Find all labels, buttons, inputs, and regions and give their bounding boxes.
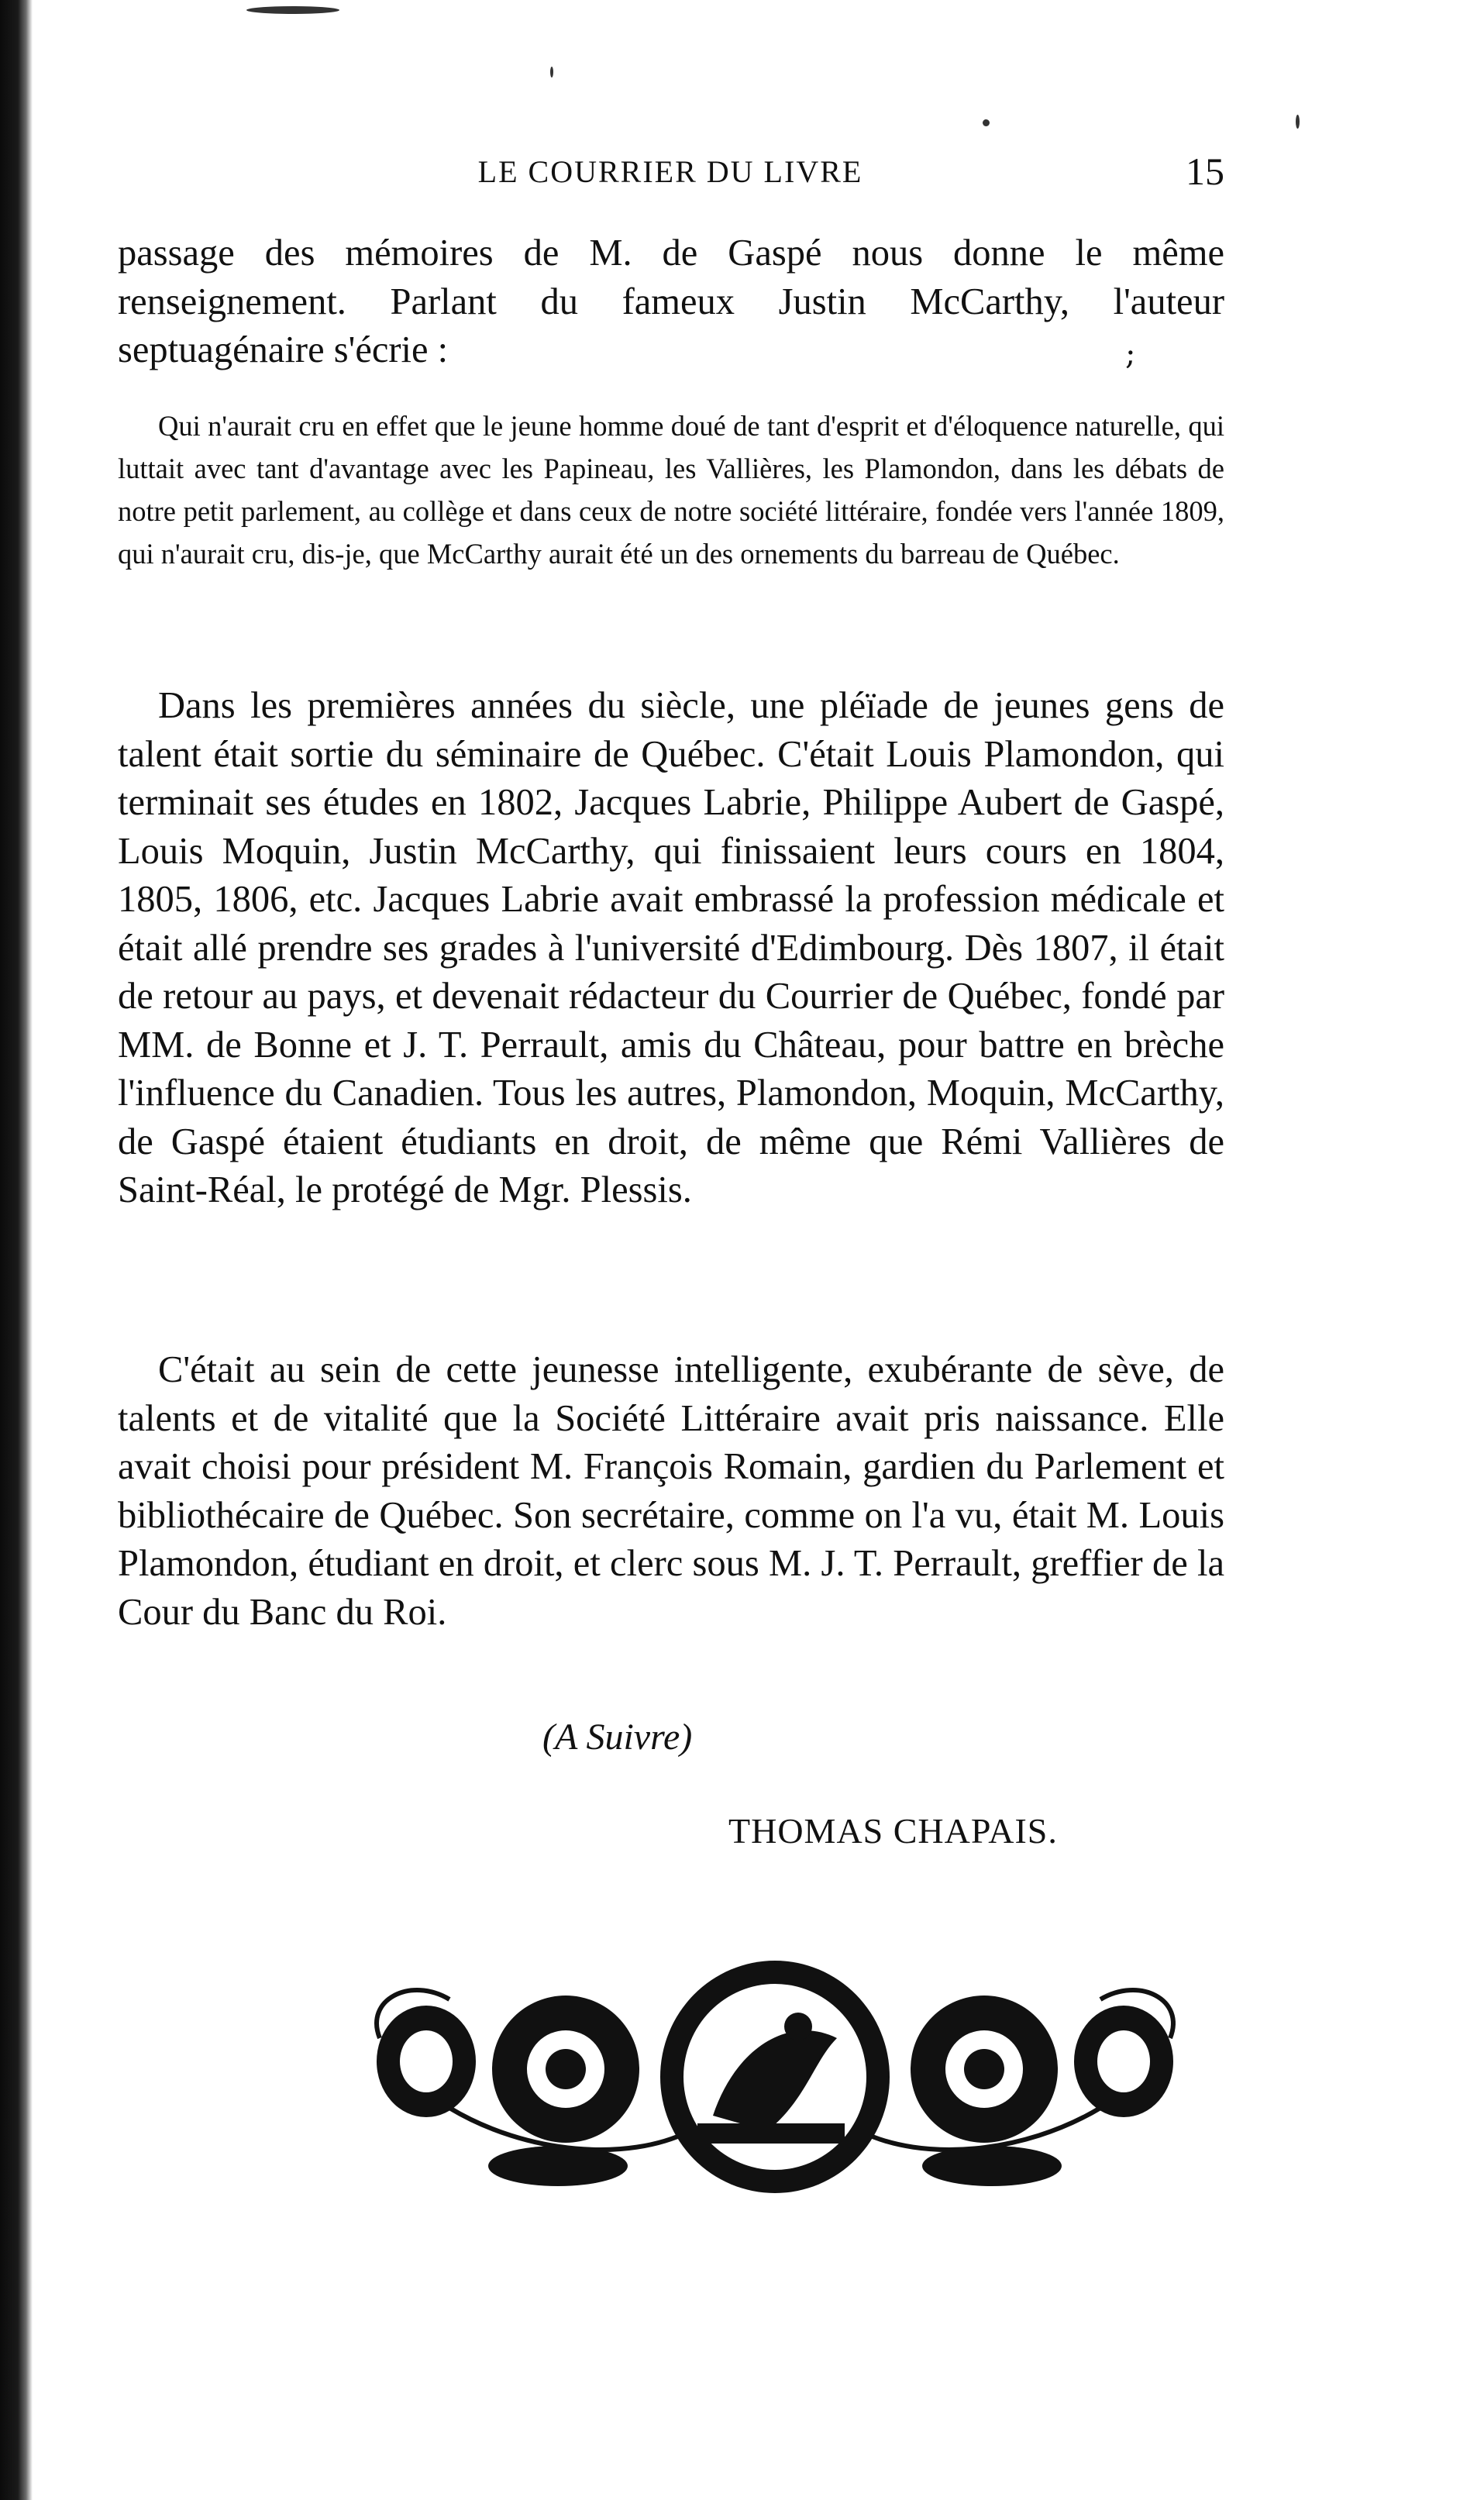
ink-mark: ; [1125,336,1136,372]
paragraph-2 [118,682,1224,1215]
ink-speck [1296,115,1300,129]
paragraph-3 [118,1346,1224,1637]
ink-speck [983,119,990,126]
binding-edge [0,0,33,2500]
block-quote [118,405,1224,575]
running-title: LE COURRIER DU LIVRE [477,154,863,189]
intro-paragraph [118,229,1224,375]
paragraph-3-text: C'était au sein de cette jeunesse intelligente, exubérante de sève, de talents et de vitalité que la Société Littéraire avait pris naissance. Elle avait choisi pour président M. François Romain, gardien du Parlement et bibliothécaire de Québec. Son secrétaire, comme on l'a vu, était M. Louis Plamondon, étudiant en droit, et clerc sous M. J. T. Perrault, greffier de la Cour du Banc du Roi. [118,1349,1224,1633]
floral-ornament [333,1953,1217,2201]
page-number: 15 [1186,150,1224,193]
running-head [116,149,1224,203]
paragraph-2-text: Dans les premières années du siècle, une pléïade de jeunes gens de talent était sortie du séminaire de Québec. C'était Louis Plamondon, qui terminait ses études en 1802, Jacques Labrie, Philippe Aubert de Gaspé, Louis Moquin, Justin McCarthy, qui finissaient leurs cours en 1804, 1805, 1806, etc. Jacques Labrie avait embrassé la profession médicale et était allé prendre ses grades à l'université d'Edimbourg. Dès 1807, il était de retour au pays, et devenait rédacteur du Courrier de Québec, fondé par MM. de Bonne et J. T. Perrault, amis du Château, pour battre en brèche l'influence du Canadien. Tous les autres, Plamondon, Moquin, McCarthy, de Gaspé étaient étudiants en droit, de même que Rémi Vallières de Saint-Réal, le protégé de Mgr. Plessis. [118,685,1224,1210]
intro-text: passage des mémoires de M. de Gaspé nous donne le même renseignement. Parlant du fameux Justin McCarthy, l'auteur septuagénaire s'écrie : [118,232,1224,370]
author-signature: THOMAS CHAPAIS. [728,1811,1058,1851]
to-be-continued: (A Suivre) [542,1717,693,1758]
ink-speck [550,67,553,77]
quote-text: Qui n'aurait cru en effet que le jeune homme doué de tant d'esprit et d'éloquence naturelle, qui luttait avec tant d'avantage avec les Papineau, les Vallières, les Plamondon, dans les débats de notre petit parlement, au collège et dans ceux de notre société littéraire, fondée vers l'année 1809, qui n'aurait cru, dis-je, que McCarthy aurait été un des ornements du barreau de Québec. [118,410,1224,570]
ink-speck [246,6,339,14]
